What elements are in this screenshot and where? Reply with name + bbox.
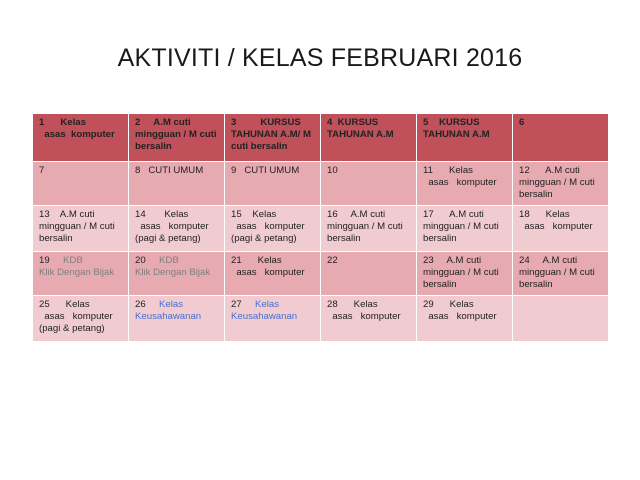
- cell-text-line: asas komputer: [423, 177, 497, 188]
- calendar-cell: [513, 206, 609, 252]
- day-number: 26: [135, 299, 146, 310]
- calendar-row: [33, 162, 609, 206]
- calendar-cell: [129, 206, 225, 252]
- cell-text-line: TAHUNAN A.M: [423, 129, 490, 140]
- cell-text-line: 2 A.M cuti: [135, 117, 191, 128]
- cell-text-line: 15 Kelas: [231, 209, 277, 220]
- cell-text-line: asas komputer: [231, 267, 305, 278]
- activity-label: KDB: [159, 255, 179, 266]
- calendar-cell: [33, 206, 129, 252]
- activity-label: Kelas: [159, 299, 183, 310]
- activity-label: Keusahawanan: [231, 311, 298, 322]
- cell-text-line: asas komputer: [519, 221, 593, 232]
- calendar-table: [32, 113, 609, 342]
- cell-text-line: TAHUNAN A.M/ M: [231, 129, 311, 140]
- cell-text-line: 29 Kelas: [423, 299, 474, 310]
- calendar-cell: [321, 252, 417, 296]
- cell-text-line: 28 Kelas: [327, 299, 378, 310]
- cell-text-line: 8 CUTI UMUM: [135, 165, 204, 176]
- calendar-cell: [33, 162, 129, 206]
- calendar-cell: [513, 296, 609, 342]
- activity-label: Kelas: [255, 299, 279, 310]
- day-number: 20: [135, 255, 146, 266]
- cell-text-line: TAHUNAN A.M: [327, 129, 394, 140]
- calendar-cell: [513, 114, 609, 162]
- cell-text-line: 14 Kelas: [135, 209, 189, 220]
- cell-text-line: asas komputer: [231, 221, 305, 232]
- cell-text-line: asas komputer: [39, 311, 113, 322]
- cell-text-line: 13 A.M cuti: [39, 209, 95, 220]
- cell-text-line: 21 Kelas: [231, 255, 282, 266]
- cell-text-line: bersalin: [423, 279, 457, 290]
- cell-text-line: 17 A.M cuti: [423, 209, 484, 220]
- cell-text-line: bersalin: [327, 233, 361, 244]
- cell-text-line: 10: [327, 165, 338, 176]
- calendar-cell: [129, 114, 225, 162]
- cell-text-line: [231, 299, 316, 311]
- calendar-cell: [321, 296, 417, 342]
- page-title: AKTIVITI / KELAS FEBRUARI 2016: [117, 44, 523, 72]
- calendar-cell: [225, 296, 321, 342]
- cell-text-line: 11 Kelas: [423, 165, 473, 176]
- calendar-cell: [129, 296, 225, 342]
- cell-text-line: (pagi & petang): [231, 233, 297, 244]
- cell-text-line: 25 Kelas: [39, 299, 90, 310]
- cell-text-line: mingguan / M cuti: [519, 177, 595, 188]
- cell-text-line: bersalin: [519, 279, 553, 290]
- cell-text-line: 6: [519, 117, 525, 128]
- cell-text-line: mingguan / M cuti: [423, 267, 499, 278]
- cell-text-line: [135, 299, 220, 311]
- activity-label: Klik Dengan Bijak: [39, 267, 115, 278]
- calendar-cell: [33, 296, 129, 342]
- cell-text-line: 24 A.M cuti: [519, 255, 578, 266]
- activity-label: Klik Dengan Bijak: [135, 267, 211, 278]
- cell-text-line: bersalin: [519, 189, 553, 200]
- cell-text-line: 18 Kelas: [519, 209, 570, 220]
- calendar-cell: [513, 162, 609, 206]
- cell-text-line: [135, 255, 220, 267]
- calendar-row: [33, 206, 609, 252]
- cell-text-line: bersalin: [135, 141, 172, 152]
- calendar-cell: [321, 206, 417, 252]
- calendar-row: [33, 252, 609, 296]
- calendar-cell: [129, 252, 225, 296]
- calendar-cell: [225, 162, 321, 206]
- calendar-cell: [417, 114, 513, 162]
- calendar-cell: [33, 114, 129, 162]
- cell-text-line: asas komputer: [327, 311, 401, 322]
- cell-text-line: bersalin: [423, 233, 457, 244]
- cell-text-line: 5 KURSUS: [423, 117, 480, 128]
- calendar-cell: [225, 252, 321, 296]
- cell-text-line: mingguan / M cuti: [519, 267, 595, 278]
- cell-text-line: 12 A.M cuti: [519, 165, 580, 176]
- cell-text-line: bersalin: [39, 233, 73, 244]
- calendar-cell: [513, 252, 609, 296]
- calendar-cell: [417, 252, 513, 296]
- activity-label: Keusahawanan: [135, 311, 202, 322]
- calendar-cell: [33, 252, 129, 296]
- cell-text-line: mingguan / M cuti: [327, 221, 403, 232]
- cell-text-line: 23 A.M cuti: [423, 255, 482, 266]
- cell-text-line: asas komputer: [39, 129, 115, 140]
- cell-text-line: [39, 255, 124, 267]
- cell-text-line: cuti bersalin: [231, 141, 288, 152]
- cell-text-line: 3 KURSUS: [231, 117, 301, 128]
- cell-text-line: 7: [39, 165, 45, 176]
- cell-text-line: mingguan / M cuti: [39, 221, 115, 232]
- cell-text-line: 16 A.M cuti: [327, 209, 386, 220]
- calendar-row: [33, 296, 609, 342]
- calendar-cell: [225, 114, 321, 162]
- calendar-cell: [417, 162, 513, 206]
- cell-text-line: 1 Kelas: [39, 117, 86, 128]
- calendar-cell: [321, 114, 417, 162]
- cell-text-line: mingguan / M cuti: [135, 129, 217, 140]
- day-number: 27: [231, 299, 242, 310]
- cell-text-line: asas komputer: [135, 221, 209, 232]
- day-number: 19: [39, 255, 50, 266]
- activity-label: KDB: [63, 255, 83, 266]
- cell-text-line: 22: [327, 255, 338, 266]
- calendar-row: [33, 114, 609, 162]
- calendar-cell: [225, 206, 321, 252]
- calendar-cell: [417, 296, 513, 342]
- cell-text-line: (pagi & petang): [135, 233, 201, 244]
- calendar-cell: [129, 162, 225, 206]
- cell-text-line: mingguan / M cuti: [423, 221, 499, 232]
- cell-text-line: 9 CUTI UMUM: [231, 165, 300, 176]
- cell-text-line: 4 KURSUS: [327, 117, 379, 128]
- calendar-cell: [321, 162, 417, 206]
- cell-text-line: (pagi & petang): [39, 323, 105, 334]
- calendar-cell: [417, 206, 513, 252]
- cell-text-line: asas komputer: [423, 311, 497, 322]
